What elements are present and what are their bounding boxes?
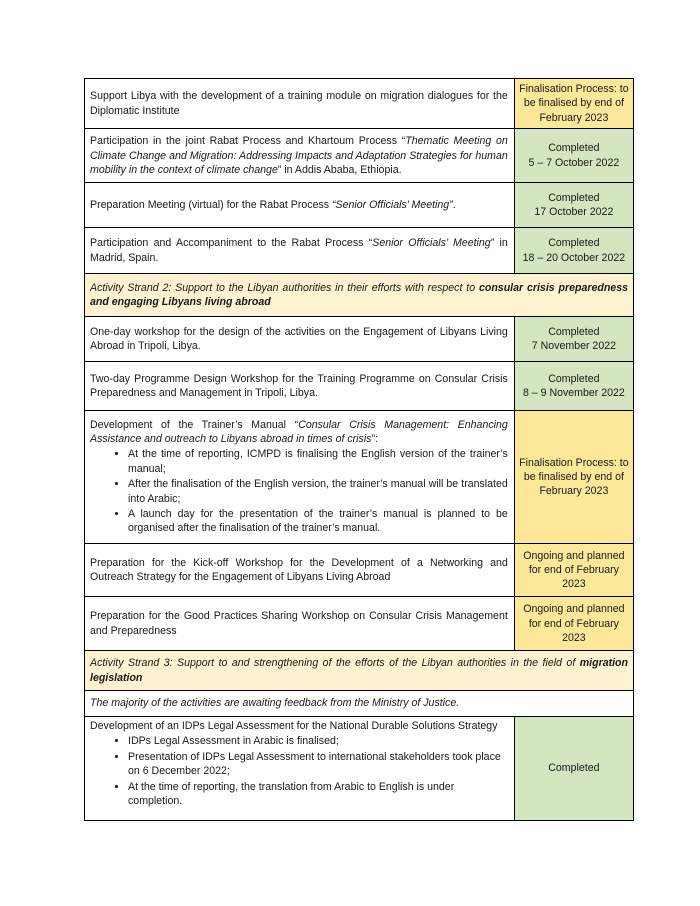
status-cell: Completed 17 October 2022 [514,183,633,228]
status-cell: Completed 5 – 7 October 2022 [514,129,633,183]
status-cell: Finalisation Process: to be finalised by end of February 2023 [514,411,633,544]
activity-description: Preparation for the Kick-off Workshop for the Development of a Networking and Outreach Strategy for the Engagement of Libyans Living Abroad [85,544,515,597]
list-item: • A launch day for the presentation of the trainer’s manual is planned to be organised after the finalisation of the trainer’s manual. [128,507,508,536]
activity-description: Preparation Meeting (virtual) for the Rabat Process “Senior Officials’ Meeting”. [85,183,515,228]
status-cell: Ongoing and planned for end of February 2023 [514,544,633,597]
status-cell: Completed [514,717,633,821]
activity-description: Support Libya with the development of a training module on migration dialogues for the Diplomatic Institute [85,79,515,129]
bullet-list [90,734,508,808]
activity-description: Preparation for the Good Practices Sharing Workshop on Consular Crisis Management and Preparedness [85,597,515,651]
table-row [85,317,634,362]
strand-3-note: The majority of the activities are awaiting feedback from the Ministry of Justice. [85,691,634,717]
activity-description: Development of the Trainer’s Manual “Consular Crisis Management: Enhancing Assistance and outreach to Libyans abroad in times of crisis”: • At the time of reporting, ICMPD is finalising the English version of the trainer’s manual; • After the finalisation of the English version, the trainer’s manual will be translated into Arabic; • A launch day for the presentation of the trainer’s manual is planned to be organised after the finalisation of the trainer’s manual. [85,411,515,544]
activity-description: One-day workshop for the design of the activities on the Engagement of Libyans Living Abroad in Tripoli, Libya. [85,317,515,362]
strand-heading-row [85,274,634,317]
table-row [85,411,634,544]
status-cell: Completed 7 November 2022 [514,317,633,362]
status-cell: Finalisation Process: to be finalised by end of February 2023 [514,79,633,129]
list-item: • Presentation of IDPs Legal Assessment to international stakeholders took place on 6 December 2022; [128,750,508,779]
table-row [85,79,634,129]
strand-heading-row [85,651,634,691]
activity-description: Participation in the joint Rabat Process and Khartoum Process “Thematic Meeting on Climate Change and Migration: Addressing Impacts and Adaptation Strategies for human mobility in the context of climate change” in Addis Ababa, Ethiopia. [85,129,515,183]
table-row [85,717,634,821]
table-row [85,129,634,183]
note-row [85,691,634,717]
table-row [85,597,634,651]
status-cell: Completed 18 – 20 October 2022 [514,228,633,274]
status-cell: Ongoing and planned for end of February 2023 [514,597,633,651]
table-row [85,183,634,228]
activity-description: Participation and Accompaniment to the Rabat Process “Senior Officials’ Meeting” in Madrid, Spain. [85,228,515,274]
activity-description: Development of an IDPs Legal Assessment for the National Durable Solutions Strategy • IDPs Legal Assessment in Arabic is finalised; • Presentation of IDPs Legal Assessment to international stakeholders took place on 6 December 2022; • At the time of reporting, the translation from Arabic to English is under completion. [85,717,515,821]
table-row [85,544,634,597]
bullet-list [90,447,508,535]
activity-strand-3-heading: Activity Strand 3: Support to and strengthening of the efforts of the Libyan authorities in the field of migration legislation [85,651,634,691]
table-row [85,362,634,411]
list-item: • After the finalisation of the English version, the trainer’s manual will be translated into Arabic; [128,477,508,506]
list-item: • IDPs Legal Assessment in Arabic is finalised; [128,734,508,748]
table-row [85,228,634,274]
list-item: • At the time of reporting, the translation from Arabic to English is under completion. [128,780,508,809]
activity-strand-2-heading: Activity Strand 2: Support to the Libyan authorities in their efforts with respect to consular crisis preparedness and engaging Libyans living abroad [85,274,634,317]
activity-table [84,78,634,821]
list-item: • At the time of reporting, ICMPD is finalising the English version of the trainer’s manual; [128,447,508,476]
status-cell: Completed 8 – 9 November 2022 [514,362,633,411]
activity-description: Two-day Programme Design Workshop for the Training Programme on Consular Crisis Preparedness and Management in Tripoli, Libya. [85,362,515,411]
activity-table-page [84,78,634,821]
